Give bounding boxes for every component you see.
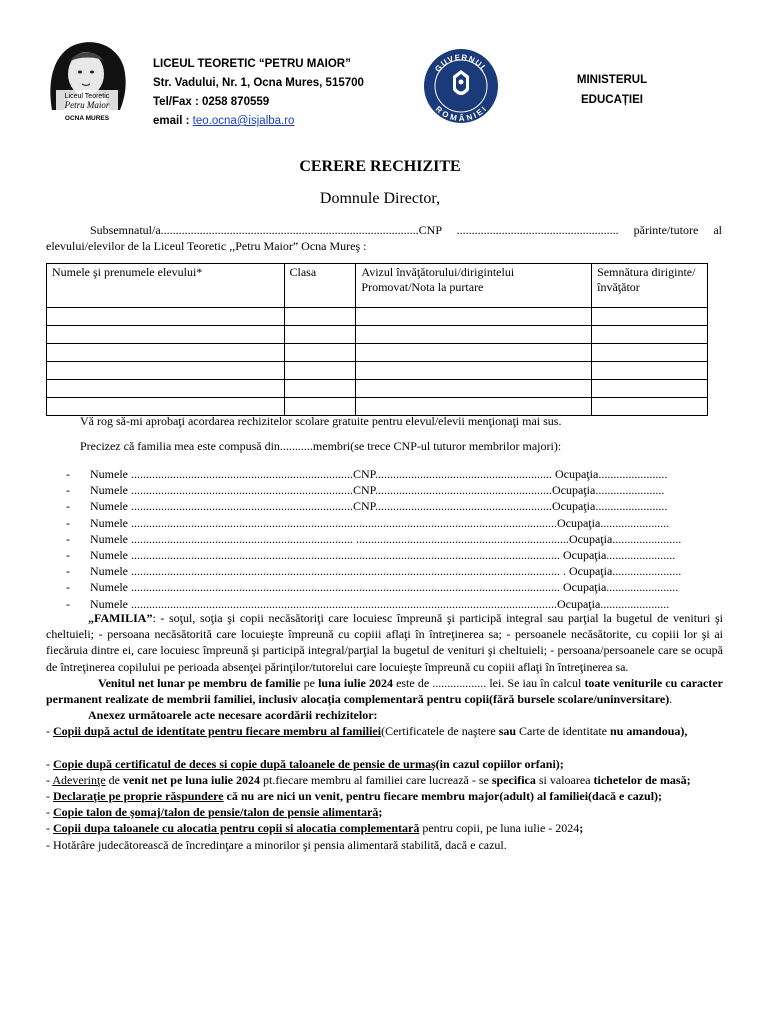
list-item: - Numele .......................................................................... .......................................................................Ocupaţia....................... — [66, 531, 682, 546]
doc-title: Adeverinţe — [52, 772, 106, 787]
list-item: - Numele ............................................................................................................................................... . Ocupaţia....................... — [66, 564, 682, 579]
member-line: Numele ............................................................................................................................................... Ocupaţia........................ — [90, 580, 679, 595]
doc-title: Declaraţie pe proprie răspundere — [53, 789, 224, 804]
school-info — [153, 55, 364, 131]
logo-text-3: OCNA MURES — [64, 115, 110, 122]
table-cell[interactable] — [592, 380, 708, 398]
logo-text-2: Petru Maior — [64, 100, 110, 110]
seal-text-bottom: ROMÂNIEI — [433, 104, 489, 124]
table-row — [47, 344, 708, 362]
intro-line-2: elevului/elevilor de la Liceul Teoretic ,,Petru Maior” Ocna Mureş : — [46, 239, 367, 253]
body-text — [46, 610, 723, 853]
salutation: Domnule Director, — [319, 190, 441, 207]
column-header-signature: Semnătura diriginte/ învăţător — [592, 264, 708, 308]
member-line: Numele ..............................................................................................................................................Ocupaţia....................... — [90, 515, 670, 530]
table-cell[interactable] — [284, 362, 356, 380]
dash: - — [46, 789, 53, 804]
table-cell[interactable] — [284, 308, 356, 326]
table-cell[interactable] — [356, 344, 592, 362]
dash: - — [46, 821, 53, 836]
list-item: - Numele ..........................................................................CNP........................................................... Ocupaţia....................... — [66, 467, 668, 481]
annex-title: Anexez următoarele acte necesare acordării rechizitelor: — [88, 708, 378, 723]
letterhead — [0, 0, 768, 140]
member-line: Numele ..............................................................................................................................................Ocupaţia....................... — [90, 596, 670, 611]
list-item: - Numele ..............................................................................................................................................Ocupaţia....................... — [66, 596, 670, 611]
email-label: email : — [153, 115, 193, 127]
table-cell[interactable] — [592, 308, 708, 326]
doc-text: specifica — [491, 772, 536, 787]
government-seal-icon — [423, 48, 499, 124]
doc-title: Copii după actul de identitate pentru fiecare membru al familiei — [53, 724, 382, 739]
list-item: - Numele ............................................................................................................................................... Ocupaţia........................ — [66, 580, 679, 595]
table-row — [47, 362, 708, 380]
doc-title: Copie după certificatul de deces si copie după taloanele de pensie de urmaș — [53, 756, 436, 771]
doc-item-4 — [46, 788, 723, 804]
dash: - — [46, 805, 53, 820]
dash: - — [46, 756, 53, 771]
list-item: - Numele ..............................................................................................................................................Ocupaţia....................... — [66, 515, 670, 530]
logo-text-1: Liceul Teoretic — [64, 93, 110, 100]
table-cell[interactable] — [284, 326, 356, 344]
column-header-review: Avizul învăţătorului/dirigintelui Promovat/Nota la purtare — [356, 264, 592, 308]
ministry-line-1: MINISTERUL — [576, 74, 648, 86]
school-name: LICEUL TEORETIC “PETRU MAIOR” — [153, 58, 351, 70]
column-header-class: Clasa — [284, 264, 356, 308]
familia-definition — [46, 610, 723, 675]
column-header-name: Numele şi prenumele elevului* — [47, 264, 285, 308]
table-cell[interactable] — [47, 344, 285, 362]
member-line: Numele ............................................................................................................................................... . Ocupaţia....................... — [90, 564, 682, 579]
doc-item-3 — [46, 772, 723, 788]
doc-text: de — [105, 772, 123, 787]
document-title: CERERE RECHIZITE — [299, 158, 461, 175]
list-item: - Numele ..........................................................................CNP...........................................................Ocupaţia........................ — [66, 499, 668, 514]
table-cell[interactable] — [592, 344, 708, 362]
doc-item-7: - Hotărâre judecătorească de încredinţare a minorilor şi pensia alimentară stabilită, dacă e cazul. — [46, 837, 507, 852]
doc-text: ; — [579, 821, 584, 836]
table-row — [47, 308, 708, 326]
doc-title: Copie talon de şomaj/talon de pensie/talon de pensie alimentară — [53, 805, 379, 820]
table-cell[interactable] — [47, 380, 285, 398]
ministry-line-2: EDUCAȚIEI — [581, 94, 643, 106]
table-cell[interactable] — [592, 326, 708, 344]
income-label: Venitul net lunar pe membru de familie — [98, 675, 301, 690]
member-line: Numele .......................................................................... .......................................................................Ocupaţia....................... — [90, 531, 682, 546]
table-cell[interactable] — [284, 344, 356, 362]
income-text: . — [669, 692, 673, 707]
member-line: Numele ..........................................................................CNP...........................................................Ocupaţia....................... — [90, 483, 665, 498]
doc-text: că nu are nici un venit, pentru fiecare membru major(adult) al familiei(dacă e cazul); — [223, 789, 663, 804]
doc-text: sau — [498, 724, 517, 739]
family-statement: Precizez că familia mea este compusă din...........membri(se trece CNP-ul tuturor membrilor majori): — [80, 439, 562, 453]
doc-text: tichetelor de masă; — [593, 772, 691, 787]
doc-item-1 — [46, 723, 723, 739]
doc-text: pt.fiecare membru al familiei care lucrează - se — [260, 772, 492, 787]
table-cell[interactable] — [356, 380, 592, 398]
member-line: Numele ..........................................................................CNP...........................................................Ocupaţia........................ — [90, 499, 668, 514]
request-statement: Vă rog să-mi aprobaţi acordarea rechizitelor scolare gratuite pentru elevul/elevii menţionaţi mai sus. — [80, 414, 562, 428]
dash: - — [46, 772, 53, 787]
member-line: Numele ............................................................................................................................................... Ocupaţia....................... — [90, 548, 676, 563]
table-cell[interactable] — [47, 398, 285, 416]
email-link[interactable]: teo.ocna@isjalba.ro — [192, 115, 295, 127]
income-note: toate veniturile cu caracter permanent realizate de membrii familiei, inclusiv alocația complementară pentru copii(fără bursele scolare/uninversitare) — [46, 675, 723, 707]
doc-item-2 — [46, 756, 723, 772]
list-item: - Numele ............................................................................................................................................... Ocupaţia....................... — [66, 548, 676, 563]
doc-text: si valoarea — [535, 772, 594, 787]
students-table — [46, 263, 708, 416]
doc-text: pentru copii, pe luna iulie - 2024 — [419, 821, 580, 836]
table-row — [47, 398, 708, 416]
doc-text: ; — [378, 805, 383, 820]
family-members-list — [66, 466, 726, 612]
dash: - — [46, 724, 53, 739]
doc-text: nu amandoua), — [610, 724, 688, 739]
income-text: pe — [300, 675, 319, 690]
doc-text: (in cazul copiilor orfani); — [435, 756, 564, 771]
doc-text: (Certificatele de naştere — [381, 724, 499, 739]
doc-item-6 — [46, 820, 723, 836]
table-cell[interactable] — [592, 398, 708, 416]
table-cell[interactable] — [284, 380, 356, 398]
table-cell[interactable] — [592, 362, 708, 380]
table-cell[interactable] — [356, 308, 592, 326]
table-cell[interactable] — [356, 326, 592, 344]
school-logo-icon — [44, 38, 130, 128]
table-cell[interactable] — [356, 362, 592, 380]
table-row — [47, 326, 708, 344]
table-cell[interactable] — [47, 362, 285, 380]
table-cell[interactable] — [356, 398, 592, 416]
school-email-row — [153, 112, 364, 131]
table-header-row — [47, 264, 708, 308]
familia-label: „FAMILIA” — [88, 611, 153, 625]
income-month: luna iulie 2024 — [318, 675, 393, 690]
income-paragraph — [46, 675, 723, 707]
member-line: Numele ..........................................................................CNP........................................................... Ocupaţia....................... — [90, 467, 668, 481]
table-cell[interactable] — [284, 398, 356, 416]
intro-line-1: Subsemnatul/a......................................................................................CNP ...................................................... părinte/tutore al — [90, 223, 722, 237]
ministry-name — [572, 70, 652, 110]
income-text: este de .................. lei. Se iau în calcul — [392, 675, 585, 690]
doc-text: Carte de identitate — [516, 724, 611, 739]
list-item: - Numele ..........................................................................CNP...........................................................Ocupaţia....................... — [66, 483, 665, 498]
table-row — [47, 380, 708, 398]
intro-paragraph — [46, 222, 722, 254]
table-cell[interactable] — [47, 308, 285, 326]
doc-item-5 — [46, 804, 723, 820]
doc-title: Copii dupa taloanele cu alocatia pentru copii si alocatia complementară — [53, 821, 420, 836]
familia-text: : - soţul, soţia şi copii necăsătoriţi care locuiesc împreună şi participă integral sau parţial la bugetul de venituri şi cheltuieli; - persoana necăsătorită care locuieşte împreună cu copiii aflaţi în întreţinerea sa; - persoanele necăsătorite, cu copiii lor şi ai fiecăruia dintre ei, care locuiesc împreună şi participă integral/parţial la bugetul de venituri şi cheltuieli; - persoana/persoanele care se ocupă de întreţinerea copilului pe perioada absenţei părinţilor/tutorelui care locuieşte împreună cu copiii aflaţi în întreţinerea sa. — [46, 611, 723, 674]
table-cell[interactable] — [47, 326, 285, 344]
school-address: Str. Vadului, Nr. 1, Ocna Mures, 515700 — [153, 77, 364, 89]
seal-text-top: GUVERNUL — [433, 52, 489, 74]
doc-text: venit net pe luna iulie 2024 — [122, 772, 260, 787]
school-phone: Tel/Fax : 0258 870559 — [153, 96, 270, 108]
